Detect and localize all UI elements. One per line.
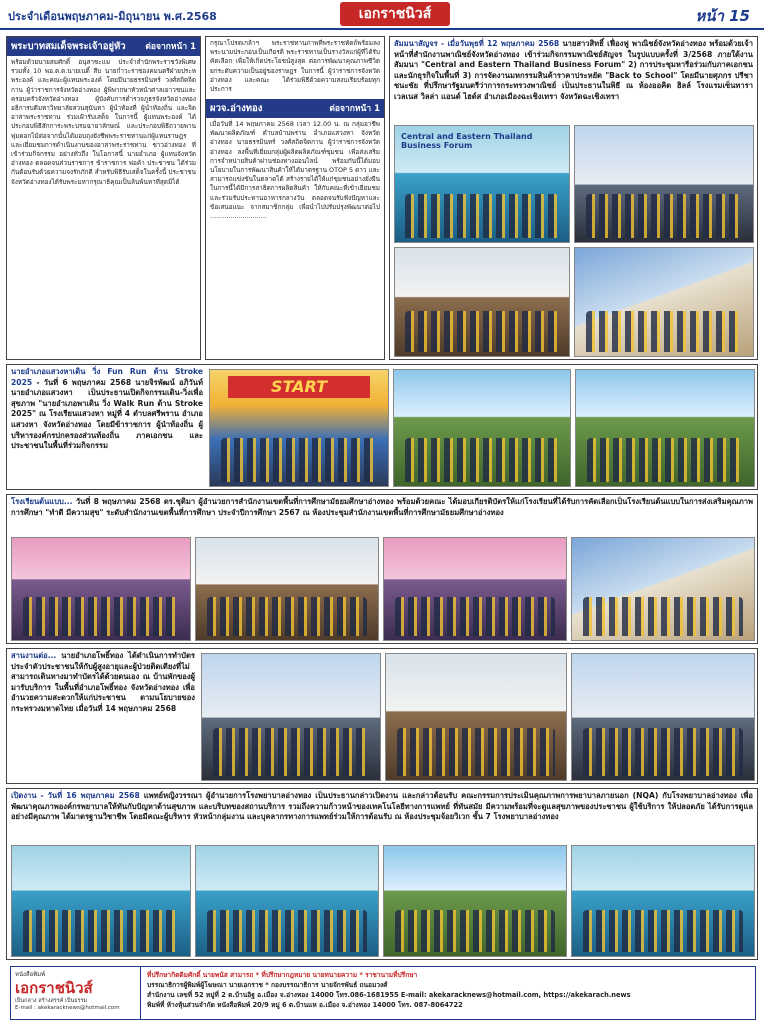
article-fun-run [6,364,758,490]
photo-officials-group [574,125,754,243]
page-number: หน้า 15 [695,7,750,25]
footer-line-3: สำนักงาน เลขที่ 52 หมู่ที่ 2 ต.บ้านอิฐ อ.เมือง จ.อ่างทอง 14000 โทร.086-1681955 E-mail: akekaracknews@hotmail.com, https://akekarach.news [147,991,631,999]
photo-runners-group [393,369,571,487]
photo-office-1 [201,653,381,781]
article-caption [7,789,757,841]
page-header [0,0,764,30]
photo-award-2 [195,537,379,641]
article-intro: กรุณาโปรดเกล้าฯ พระราชทานภาพที่พระราชหัตถ์พร้อมลงพระนามประกอบเป็นเกียรติ พระราชทานเป็นรางวัลแก่ผู้ที่ได้รับคัดเลือก เพื่อให้เกิดประโยชน์สูงสุด ต่อการพัฒนาคุณภาพชีวิต ยกระดับความเป็นอยู่ของราษฎร ในการนี้ ผู้ว่าราชการจังหวัดอ่างทอง และคณะ ได้ร่วมพิธีด้วยความสงบเรียบร้อยทุกประการ [210,39,380,94]
newspaper-logo: เอกราชนิวส์ [340,2,450,26]
footer-line-1: ที่ปรึกษากิตติมศักดิ์ นายพนัส สามารถ * ที่ปรึกษากฎหมาย นายทนายความ * ราชานามที่ปรึกษา [147,971,418,979]
article-governor [205,36,385,360]
people-silhouettes [405,194,558,238]
continued-label: ต่อจากหน้า 1 [145,42,196,52]
issue-date: ประจำเดือนพฤษภาคม-มิถุนายน พ.ศ.2568 [8,10,217,23]
article-id-cards [6,648,758,784]
photo-award-4 [571,537,755,641]
photo-audience [574,247,754,357]
article-caption [7,495,757,535]
caption-text: - วันที่ 6 พฤษภาคม 2568 นายจิรพัฒน์ อภิวันท์ นายอำเภอแสวงหา เป็นประธานเปิดกิจกรรมเดิน-วิ่งเพื่อสุขภาพ "นายอำเภอพาเดิน วิ่ง Walk Run ต้าน Stroke 2025" ณ โรงเรียนแสวงหา หมู่ที่ 4 ตำบลศรีพราน อำเภอแสวงหา จังหวัดอ่างทอง โดยมีข้าราชการ ผู้นำท้องถิ่น ผู้บริหารองค์กรปกครองส่วนท้องถิ่น ภาคเอกชน และประชาชนในพื้นที่ร่วมกิจกรรม [11,377,203,451]
footer-logo-box [11,967,141,1019]
photo-hospital-4 [571,845,755,957]
caption-lead: เปิดงาน - วันที่ 16 พฤษภาคม 2568 [11,791,140,800]
photo-event-tent [394,247,570,357]
article-king [6,36,201,360]
article-title: พระบาทสมเด็จพระเจ้าอยู่หัว [11,41,126,52]
footer-credits [141,967,755,1019]
caption-text: นายอำเภอโพธิ์ทอง ได้ดำเนินการทำบัตรประจำตัวประชาชนให้กับผู้สูงอายุและผู้ป่วยติดเตียงที่ไม่สามารถเดินทางมาทำบัตรได้ด้วยตนเอง ณ บ้านพักของผู้มารับบริการ ในพื้นที่อำเภอโพธิ์ทอง จังหวัดอ่างทอง เพื่ออำนวยความสะดวกให้แก่ประชาชน ตามนโยบายของกระทรวงมหาดไทย เมื่อวันที่ 14 พฤษภาคม 2568 [11,651,195,713]
footer-logo-small: หนังสือพิมพ์ [15,971,46,978]
photo-forum-stage [394,125,570,243]
footer-email: E-mail : akekaracknews@hotmail.com [15,1005,120,1011]
forum-banner-text: Central and Eastern Thailand Business Forum [401,132,533,150]
photo-award-1 [11,537,191,641]
photo-hospital-3 [383,845,567,957]
caption-text: วันที่ 8 พฤษภาคม 2568 ดร.ชุติมา ผู้อำนวยการสำนักงานเขตพื้นที่การศึกษามัธยมศึกษาอ่างทอง พร้อมด้วยคณะ ได้มอบเกียรติบัตรให้แก่โรงเรียนที่ได้รับการคัดเลือกเป็นโรงเรียนต้นแบบในการส่งเสริมคุณภาพการศึกษา "ทำดี มีความสุข" ระดับสำนักงานเขตพื้นที่การศึกษา ประจำปีการศึกษา 2567 ณ ห้องประชุมสำนักงานเขตพื้นที่การศึกษามัธยมศึกษาอ่างทอง [11,497,753,517]
start-banner: START [228,376,370,398]
article-title-bar [206,99,384,118]
caption-lead: สัมมนาสัญจร - เมื่อวันพุธที่ 12 พฤษภาคม 2568 [394,39,560,48]
photo-hospital-1 [11,845,191,957]
footer-line-4: พิมพ์ที่ ห้างหุ้นส่วนจำกัด หนังสือพิมพ์ 20/9 หมู่ 6 ต.บ้านแห อ.เมือง จ.อ่างทอง 14000 โทร. 087-8064722 [147,1001,463,1009]
article-title-bar [7,37,200,56]
article-title: ผวจ.อ่างทอง [210,103,263,114]
photo-start-line [209,369,389,487]
caption-text: แพทย์หญิงวรรณา ผู้อำนวยการโรงพยาบาลอ่างทอง เป็นประธานกล่าวเปิดงาน และกล่าวต้อนรับ คณะกรรมการประเมินคุณภาพการพยาบาลภายนอก (NQA) กับโรงพยาบาลอ่างทอง เพื่อพัฒนาคุณภาพองค์กรพยาบาลให้ทันกับปัญหาด้านสุขภาพ และบริบทของสถานบริการ รวมถึงความก้าวหน้าของเทคโนโลยีทางการแพทย์ ที่ทันสมัย มีความพร้อมที่จะดูแลสุขภาพของประชาชน ผู้ใช้บริการ ให้ปลอดภัย ได้รับการดูแลอย่างมีคุณภาพ ได้มาตรฐานวิชาชีพ โดยมีคณะผู้บริหาร หัวหน้ากลุ่มงาน และบุคลากรทางการแพทย์ร่วมให้การต้อนรับ ณ ห้องประชุมจ้อยวิเวก ชั้น 7 โรงพยาบาลอ่างทอง [11,791,753,822]
photo-hospital-2 [195,845,379,957]
article-hospital [6,788,758,960]
caption-lead: โรงเรียนต้นแบบ... [11,497,73,506]
article-caption [7,365,207,489]
article-seminar [389,36,758,360]
article-caption [390,37,757,121]
article-body: พร้อมด้วยนายสมศักดิ์ อนุสาชะแม ประจำสำนักพระราชวังพิเศษ รวมทั้ง 10 พอ.ต.ด.นายเนติ์ สืบ นายกำวะราชองคมนตรีฝ่ายประห พระองค์ และคณะผู้แทนพระองค์ โดยมีนายธรรมินทร์ วงศ์สถิตจิตกาน ผู้ว่าราชการจังหวัดอ่างทอง ผู้พิพากษาหัวหน้าศาลเยาวชนและครอบครัวจังหวัดอ่างทอง ผู้บังคับการตำรวจภูธรจังหวัดอ่างทอง อธิการบดีมหาวิทยาลัยสวนสุนันทา ผู้นำท้องที่ ผู้นำท้องถิ่น และจิตอาสาพระราชทาน ร่วมเฝ้ารับเสด็จ ในการนี้ ผู้แทนพระองค์ ได้ประกอบพิธีสักการะพระบรมฉายาลักษณ์ และประกอบพิธีถวายพานพุ่มดอกไม้ต่อจากนั้นได้มอบถุงยังชีพพระราชทานแก่ผู้แทนราษฎร และเยี่ยมชมการดำเนินงานของอาสาพระราชทาน ชาวอ่างทอง ที่เข้าร่วมกิจกรรม อย่างทั่วถึง ในโอกาสนี้ นายอำเภอ ผู้แทนจังหวัดอ่างทอง ตลอดจนส่วนราชการ ข้าราชการ พ่อค้า ประชาชน ได้ร่วมกันต้อนรับด้วยความจงรักภักดี สำหรับพิธีรับเสด็จในครั้งนี้ ประชาชนจังหวัดอ่างทองได้รับพระมหากรุณาธิคุณเป็นล้นพ้นหาที่สุดมิได้ [11,58,196,186]
article-body: เมื่อวันที่ 14 พฤษภาคม 2568 เวลา 12.00 น. ณ กลุ่มอาชีพพัฒนาผลิตภัณฑ์ ตำบลบ้านพราน อำเภอแสวงหา จังหวัดอ่างทอง นายธรรมินทร์ วงศ์สถิตจิตกาน ผู้ว่าราชการจังหวัดอ่างทอง ลงพื้นที่เยี่ยมกลุ่มผู้ผลิตผลิตภัณฑ์ชุมชน เพื่อส่งเสริมการจำหน่ายสินค้าผ่านช่องทางออนไลน์ พร้อมกันนี้ได้มอบนโยบายในการพัฒนาสินค้าให้ได้มาตรฐาน OTOP 5 ดาว และสามารถแข่งขันในตลาดได้ สร้างรายได้ให้แก่ชุมชนอย่างยั่งยืน ในการนี้ได้มีการสาธิตการผลิตสินค้า ให้กับคณะที่เข้าเยี่ยมชม และร่วมรับประทานอาหารกลางวัน ตลอดจนรับฟังปัญหาและข้อเสนอแนะ จากสมาชิกกลุ่ม เพื่อนำไปปรับปรุงพัฒนาต่อไป ............................ [210,120,380,221]
footer-line-2: บรรณาธิการผู้พิมพ์ผู้โฆษณา นายเอกราช * กองบรรณาธิการ นายจักรพันธ์ ถนอมวงศ์ [147,981,388,989]
page-footer [10,966,756,1020]
photo-office-3 [571,653,755,781]
photo-runners-field [575,369,755,487]
caption-lead: สานงานต่อ... [11,651,57,660]
photo-office-2 [385,653,567,781]
continued-label: ต่อจากหน้า 1 [329,104,380,114]
article-model-school [6,494,758,644]
footer-logo: เอกราชนิวส์ [15,979,93,997]
photo-award-3 [383,537,567,641]
article-caption [7,649,199,783]
caption-text: นายสาวสิทธิ์ เฟื่องฟู พาณิชย์จังหวัดอ่างทอง พร้อมด้วยเจ้าหน้าที่สำนักงานพาณิชย์จังหวัดอ่างทอง เข้าร่วมกิจกรรมพาณิชย์สัญจร ในรูปแบบครั้งที่ 3/2568 ภายใต้งานสัมมนา "Central and Eastern Thailand Business Forum" 2) การประชุมหารือร่วมกับภาคเอกชนและนักธุรกิจในพื้นที่ 3) การจัดงานมหกรรมสินค้าราคาประหยัด "Back to School" โดยมีนายศุภกร ปรีชาชนะชัย ที่ปรึกษารัฐมนตรีว่าการกระทรวงพาณิชย์ เป็นประธานในพิธี ณ ห้องออคิด ฮิลล์ โรงแรมเซ็นทารา เวลเนส วิลล่า แอนด์ ไฮด์ส อำเภอเมืองฉะเชิงเทรา จังหวัดฉะเชิงเทรา [394,39,753,101]
footer-tagline: เป็นกลาง สร้างสรรค์ เป็นธรรม [15,998,88,1004]
caption-lead: นายอำเภอแสวงหาเดิน วิ่ง Fun Run ต้าน Stroke 2025 [11,367,203,387]
